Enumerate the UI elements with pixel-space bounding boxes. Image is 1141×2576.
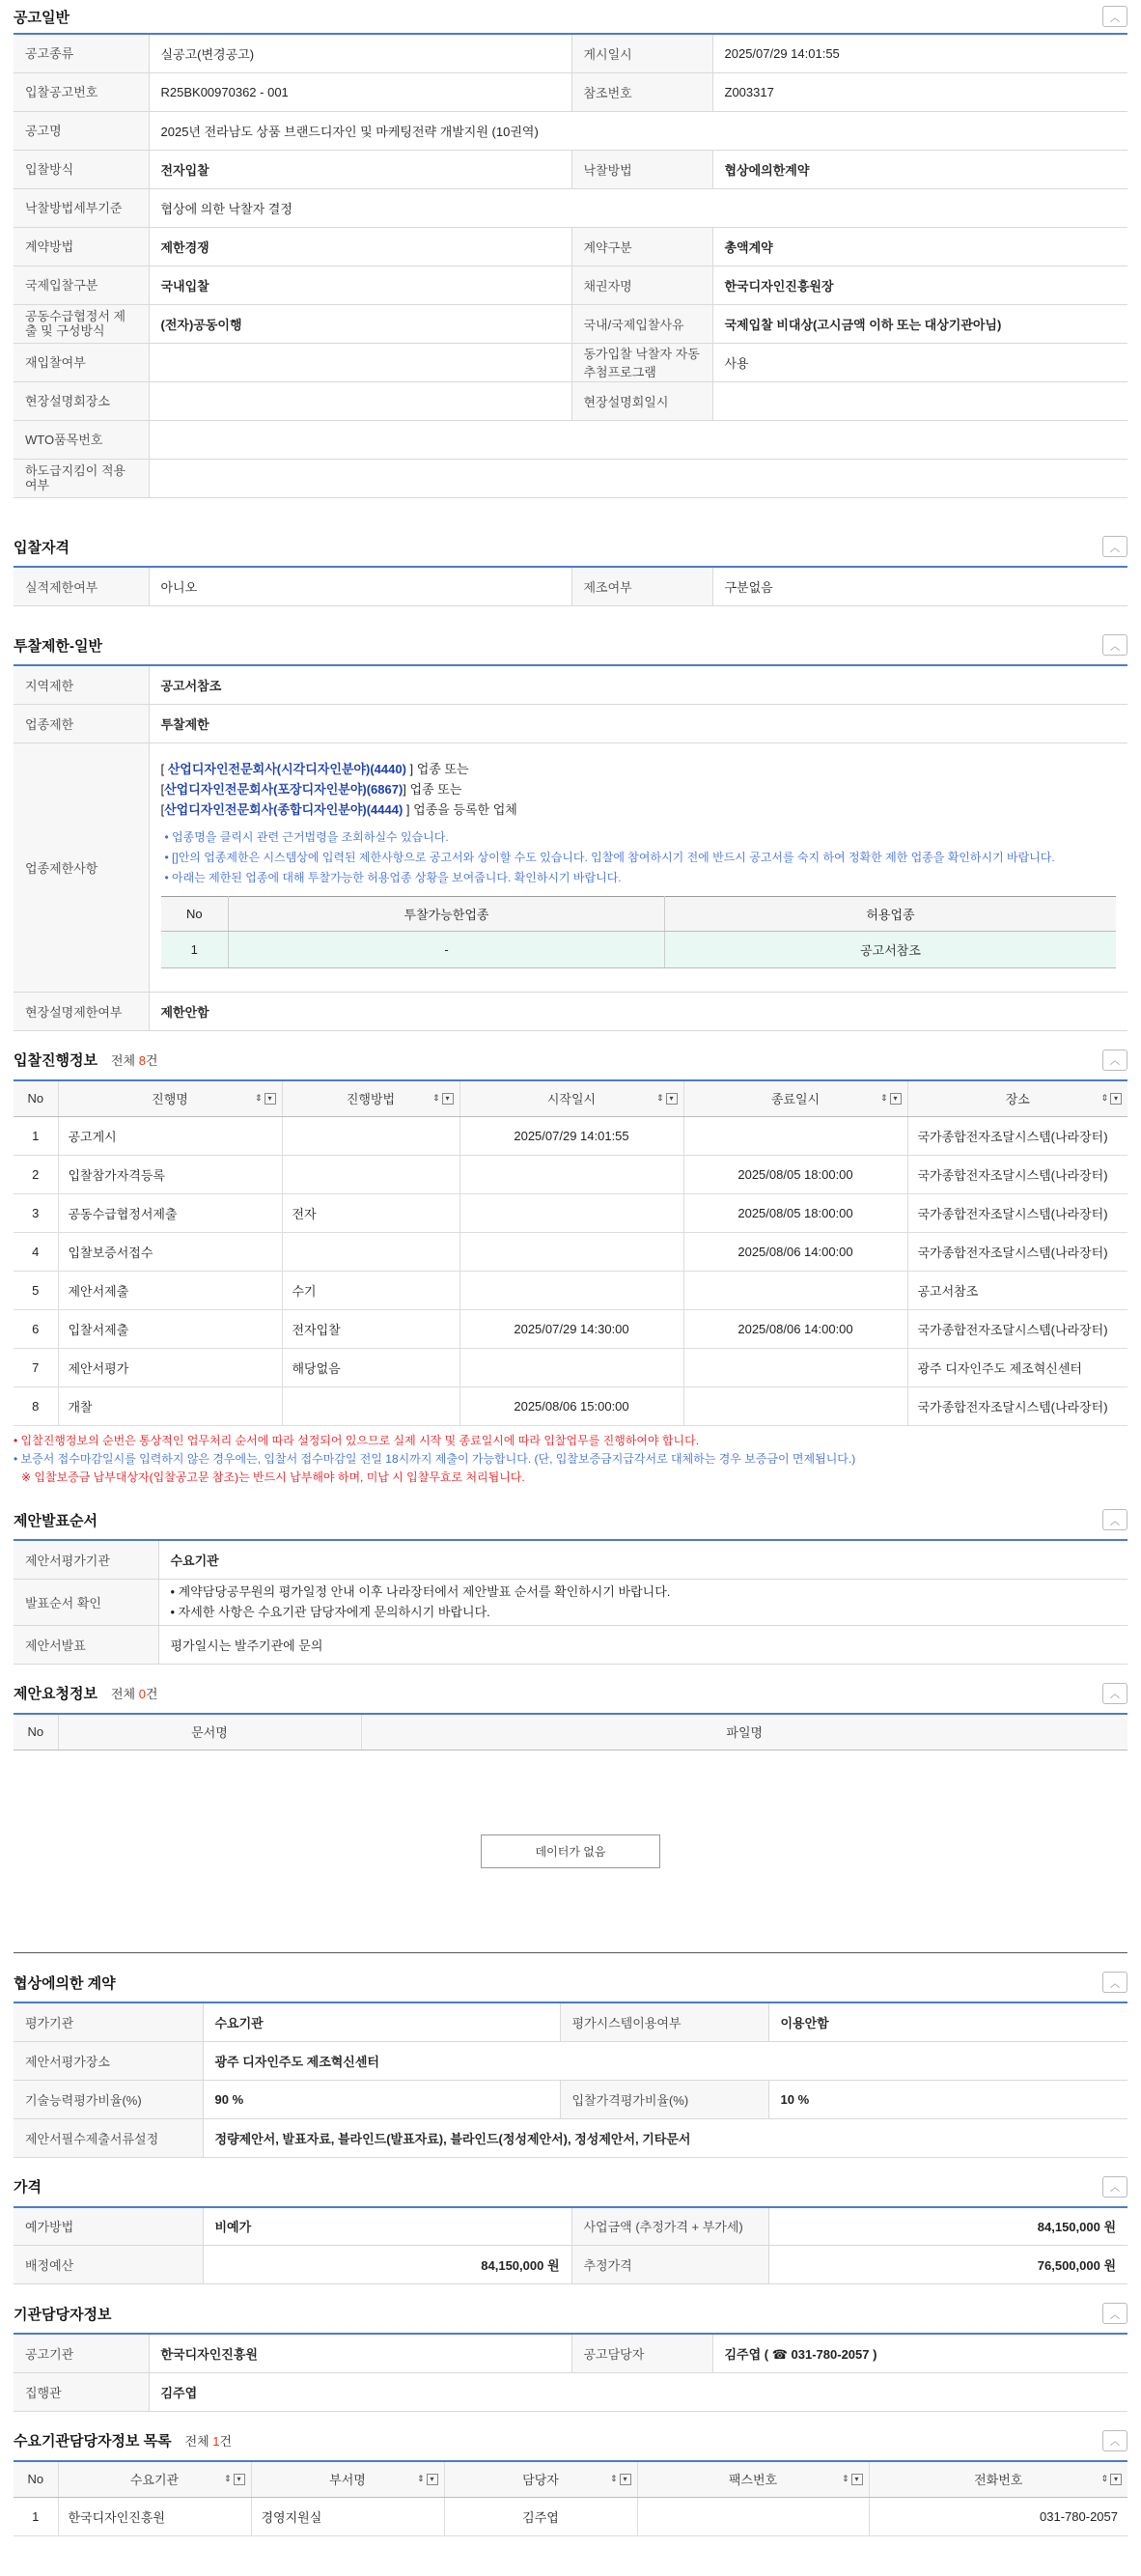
sort-icon[interactable]: ⇕ ▾: [880, 1093, 902, 1105]
cell: [282, 1156, 459, 1194]
field-label: 공고담당자: [571, 2334, 712, 2372]
region-value: 공고서참조: [149, 665, 1127, 704]
field-value: 사용: [712, 343, 1127, 381]
header-label: 수요기관: [129, 2473, 180, 2488]
sort-icon[interactable]: ⇕ ▾: [1100, 2474, 1122, 2485]
field-label: 현장설명회장소: [14, 381, 149, 420]
cell: 2: [14, 1156, 58, 1194]
general-title: 공고일반: [14, 9, 70, 26]
cell: 해당없음: [282, 1349, 459, 1387]
field-label: 하도급지킴이 적용여부: [14, 459, 149, 497]
note-text: 업종명을 클릭시 관련 근거법령을 조회하실수 있습니다.: [172, 829, 449, 844]
negotiation-section: [14, 1963, 1127, 2158]
field-value: 한국디자인진흥원: [149, 2334, 571, 2372]
industry-label: 업종제한: [14, 704, 149, 742]
field-value: 협상에 의한 낙찰자 결정: [149, 188, 1127, 227]
field-label: 집행관: [14, 2372, 149, 2411]
table-row: [14, 2207, 1127, 2246]
field-label: 참조번호: [571, 72, 712, 111]
column-header: [637, 2461, 869, 2498]
count-suffix: 건: [145, 1053, 158, 1068]
request-section: [14, 1674, 1127, 1954]
cell: 입찰보증서접수: [58, 1233, 282, 1272]
field-value: 김주엽 ( ☎ 031-780-2057 ): [712, 2334, 1127, 2372]
field-label: 공동수급협정서 제출 및 구성방식: [14, 304, 149, 343]
restriction-table: [14, 664, 1127, 1031]
field-label: 공고기관: [14, 2334, 149, 2372]
count-suffix: 건: [219, 2434, 233, 2449]
field-value: 구분없음: [712, 567, 1127, 605]
industry-link[interactable]: 산업디자인전문회사(시각디자인분야)(4440): [167, 761, 406, 776]
eval-org-value: 수요기관: [158, 1540, 1127, 1579]
cell: [459, 1349, 683, 1387]
field-value: 국제입찰 비대상(고시금액 이하 또는 대상기관아님): [712, 304, 1127, 343]
bullet-icon: •: [164, 829, 173, 844]
note-text: 아래는 제한된 업종에 대해 투찰가능한 허용업종 상황을 보여줍니다. 확인하시기 바랍니다.: [172, 870, 622, 884]
field-label: 공고종류: [14, 34, 149, 72]
header-label: 담당자: [522, 2473, 559, 2488]
column-header: [251, 2461, 444, 2498]
cell: 2025/08/06 14:00:00: [683, 1310, 907, 1349]
list-item: [171, 1602, 1117, 1622]
field-label: 계약구분: [571, 227, 712, 266]
field-label: 낙찰방법: [571, 150, 712, 188]
field-label: 낙찰방법세부기준: [14, 188, 149, 227]
cell: [282, 1387, 459, 1426]
cell: 8: [14, 1387, 58, 1426]
field-label: 제안서평가장소: [14, 2041, 203, 2080]
industry-line: [161, 759, 1117, 779]
column-header: [444, 2461, 637, 2498]
count-prefix: 전체: [184, 2434, 213, 2449]
cell: 경영지원실: [251, 2498, 444, 2536]
field-label: 평가기관: [14, 2002, 203, 2041]
field-value: 2025년 전라남도 상품 브랜드디자인 및 마케팅전략 개발지원 (10권역): [149, 111, 1127, 150]
cell: 수기: [282, 1272, 459, 1310]
count-prefix: 전체: [110, 1687, 139, 1701]
list-item: [171, 1582, 1117, 1602]
cell: 2025/08/05 18:00:00: [683, 1156, 907, 1194]
header-label: 종료일시: [770, 1092, 821, 1107]
column-header: [58, 2461, 251, 2498]
field-value: [149, 459, 1127, 497]
field-value: 한국디자인진흥원장: [712, 266, 1127, 304]
cell: [683, 1272, 907, 1310]
header-label: No: [27, 2472, 44, 2487]
sort-icon[interactable]: ⇕ ▾: [255, 1093, 276, 1105]
empty-state: [14, 1750, 1127, 1953]
cell: 전자: [282, 1194, 459, 1233]
field-label: 재입찰여부: [14, 343, 149, 381]
table-row: [14, 1233, 1127, 1272]
sort-icon[interactable]: ⇕ ▾: [224, 2474, 245, 2485]
table-row: [14, 2372, 1127, 2411]
agency-title: 기관담당자정보: [14, 2306, 112, 2323]
table-row: [14, 420, 1127, 459]
table-row: [14, 381, 1127, 420]
cell: 031-780-2057: [869, 2498, 1127, 2536]
table-row: [14, 111, 1127, 150]
table-row: [14, 2118, 1127, 2157]
cell: 제안서제출: [58, 1272, 282, 1310]
cell: 국가종합전자조달시스템(나라장터): [907, 1233, 1127, 1272]
cell: [683, 1387, 907, 1426]
header-label: 전화번호: [974, 2473, 1023, 2488]
field-label: 제안서필수제출서류설정: [14, 2118, 203, 2157]
field-value: [712, 381, 1127, 420]
cell: [683, 1117, 907, 1156]
table-row: [14, 34, 1127, 72]
cell: 1: [14, 1117, 58, 1156]
sort-icon[interactable]: ⇕ ▾: [656, 1093, 678, 1105]
column-header: [14, 1080, 58, 1117]
field-value: 협상에의한계약: [712, 150, 1127, 188]
table-row: [14, 227, 1127, 266]
table-row: [14, 1272, 1127, 1310]
field-value: 2025/07/29 14:01:55: [712, 34, 1127, 72]
demand-section: [14, 2422, 1127, 2537]
bullet-icon: •: [170, 1584, 179, 1599]
field-value: 전자입찰: [149, 150, 571, 188]
cell: [459, 1156, 683, 1194]
progress-note-1: • 입찰진행정보의 순번은 통상적인 업무처리 순서에 따라 설정되어 있으므로 실제 시작 및 종료일시에 따라 입찰업무를 진행하여야 합니다.: [14, 1434, 700, 1447]
column-header: [282, 1080, 459, 1117]
sub-header-no: No: [161, 896, 229, 931]
region-label: 지역제한: [14, 665, 149, 704]
chevron-up-icon[interactable]: ︿: [1102, 536, 1127, 557]
field-value: 비예가: [203, 2207, 571, 2246]
progress-table: [14, 1079, 1127, 1427]
cell: 2025/08/06 15:00:00: [459, 1387, 683, 1426]
cell: 국가종합전자조달시스템(나라장터): [907, 1194, 1127, 1233]
field-value: R25BK00970362 - 001: [149, 72, 571, 111]
cell: 한국디자인진흥원: [58, 2498, 251, 2536]
sub-header-allowed: 허용업종: [665, 896, 1117, 931]
detail-label: 업종제한사항: [14, 742, 149, 992]
field-value: (전자)공동이행: [149, 304, 571, 343]
line-suffix: ] 업종을 등록한 업체: [403, 801, 517, 817]
field-value: 실공고(변경공고): [149, 34, 571, 72]
field-label: 현장설명회일시: [571, 381, 712, 420]
cell: 공고서참조: [907, 1272, 1127, 1310]
qualification-table: [14, 566, 1127, 606]
cell: 1: [161, 931, 229, 967]
sub-header-possible: 투찰가능한업종: [229, 896, 665, 931]
field-value: [149, 420, 1127, 459]
presentation-table: [14, 1539, 1127, 1665]
cell: [459, 1233, 683, 1272]
field-value: 84,150,000 원: [203, 2246, 571, 2284]
negotiation-title: 협상에의한 계약: [14, 1974, 116, 1992]
bracket-text: [: [160, 761, 168, 776]
item-text: 자세한 사항은 수요기관 담당자에게 문의하시기 바랍니다.: [178, 1605, 490, 1619]
qualification-title: 입찰자격: [14, 539, 70, 556]
progress-count: 8: [138, 1053, 146, 1068]
field-label: 공고명: [14, 111, 149, 150]
order-label: 발표순서 확인: [14, 1579, 158, 1625]
request-count: 0: [138, 1687, 146, 1701]
bracket-text: [: [160, 801, 165, 817]
qualification-section: [14, 527, 1127, 626]
sort-icon[interactable]: ⇕ ▾: [842, 2474, 863, 2485]
chevron-up-icon[interactable]: ︿: [1102, 6, 1127, 27]
cell: [683, 1349, 907, 1387]
sort-icon[interactable]: ⇕ ▾: [432, 1093, 454, 1105]
chevron-up-icon[interactable]: ︿: [1102, 2430, 1127, 2451]
table-row: [14, 188, 1127, 227]
agency-table: [14, 2333, 1127, 2412]
empty-message: 데이터가 없음: [481, 1834, 661, 1868]
eval-org-label: 제안서평가기관: [14, 1540, 158, 1579]
field-value: 광주 디자인주도 제조혁신센터: [203, 2041, 1127, 2080]
industry-link[interactable]: 산업디자인전문회사(종합디자인분야)(4444): [164, 801, 404, 817]
industry-line: [161, 779, 1117, 799]
column-header: [58, 1080, 282, 1117]
field-value: 84,150,000 원: [768, 2207, 1127, 2246]
table-row: [14, 304, 1127, 343]
field-label: 입찰가격평가비율(%): [560, 2080, 768, 2118]
table-row: [14, 1349, 1127, 1387]
field-label: 게시일시: [571, 34, 712, 72]
restriction-title: 투찰제한-일반: [14, 637, 102, 655]
cell: 5: [14, 1272, 58, 1310]
count-suffix: 건: [145, 1687, 158, 1701]
field-label: 평가시스템이용여부: [560, 2002, 768, 2041]
item-text: 계약담당공무원의 평가일정 안내 이후 나라장터에서 제안발표 순서를 확인하시기 바랍니다.: [178, 1584, 671, 1599]
column-header: [14, 2461, 58, 2498]
table-row: [14, 459, 1127, 497]
field-value: 정량제안서, 발표자료, 블라인드(발표자료), 블라인드(정성제안서), 정성제안서, 기타문서: [203, 2118, 1127, 2157]
cell: 김주엽: [444, 2498, 637, 2536]
cell: 국가종합전자조달시스템(나라장터): [907, 1156, 1127, 1194]
cell: -: [229, 931, 665, 967]
chevron-up-icon[interactable]: ︿: [1102, 2176, 1127, 2198]
table-row: [161, 931, 1117, 967]
demand-title: 수요기관담당자정보 목록: [14, 2433, 172, 2450]
field-label: 사업금액 (추정가격 + 부가세): [571, 2207, 768, 2246]
table-row: [14, 2002, 1127, 2041]
field-label: 입찰방식: [14, 150, 149, 188]
price-section: [14, 2168, 1127, 2285]
progress-section: [14, 1041, 1127, 1488]
table-row: [14, 72, 1127, 111]
cell: 6: [14, 1310, 58, 1349]
field-label: 예가방법: [14, 2207, 203, 2246]
field-value: 총액계약: [712, 227, 1127, 266]
field-value: 수요기관: [203, 2002, 560, 2041]
cell: 공고게시: [58, 1117, 282, 1156]
chevron-up-icon[interactable]: ︿: [1102, 2303, 1127, 2324]
presentation-title: 제안발표순서: [14, 1512, 97, 1529]
field-value: 90 %: [203, 2080, 560, 2118]
cell: [637, 2498, 869, 2536]
header-label: 팩스번호: [728, 2473, 778, 2488]
restriction-note: [165, 848, 1117, 868]
chevron-up-icon[interactable]: ︿: [1102, 1972, 1127, 1993]
header-doc: 문서명: [58, 1714, 361, 1750]
column-header: [907, 1080, 1127, 1117]
cell: 입찰참가자격등록: [58, 1156, 282, 1194]
bullet-icon: •: [170, 1605, 179, 1619]
cell: 2025/08/06 14:00:00: [683, 1233, 907, 1272]
table-row: [14, 1310, 1127, 1349]
table-row: [14, 1117, 1127, 1156]
column-header: [869, 2461, 1127, 2498]
header-label: 진행방법: [346, 1092, 396, 1107]
field-label: 배정예산: [14, 2246, 203, 2284]
table-row: [14, 2334, 1127, 2372]
field-label: 입찰공고번호: [14, 72, 149, 111]
line-suffix: ] 업종 또는: [403, 781, 462, 797]
present-value: 평가일시는 발주기관에 문의: [158, 1625, 1127, 1664]
restriction-section: [14, 626, 1127, 1031]
field-value: 김주엽: [149, 2372, 1127, 2411]
cell: 광주 디자인주도 제조혁신센터: [907, 1349, 1127, 1387]
line-suffix: ] 업종 또는: [405, 761, 469, 776]
header-label: 부서명: [329, 2473, 366, 2488]
cell: 공동수급협정서제출: [58, 1194, 282, 1233]
presentation-section: [14, 1500, 1127, 1665]
field-value: 국내입찰: [149, 266, 571, 304]
chevron-up-icon[interactable]: ︿: [1102, 1050, 1127, 1071]
field-value: 아니오: [149, 567, 571, 605]
progress-note-3: ※ 입찰보증금 납부대상자(입찰공고문 참조)는 반드시 납부해야 하며, 미납 시 입찰무효로 처리됩니다.: [21, 1470, 525, 1484]
cell: 국가종합전자조달시스템(나라장터): [907, 1117, 1127, 1156]
demand-table: [14, 2460, 1127, 2537]
cell: 입찰서제출: [58, 1310, 282, 1349]
bullet-icon: •: [164, 870, 173, 884]
header-label: No: [27, 1091, 44, 1106]
field-value: [149, 381, 571, 420]
field-label: 채권자명: [571, 266, 712, 304]
header-file: 파일명: [361, 1714, 1127, 1750]
present-label: 제안서발표: [14, 1625, 158, 1664]
restriction-note: [165, 868, 1117, 888]
table-row: [14, 2080, 1127, 2118]
table-row: [14, 150, 1127, 188]
general-table: [14, 33, 1127, 498]
general-section: [14, 0, 1127, 516]
field-value: 10 %: [768, 2080, 1127, 2118]
industry-link[interactable]: 산업디자인전문회사(포장디자인분야)(6867): [164, 781, 404, 797]
cell: 국가종합전자조달시스템(나라장터): [907, 1387, 1127, 1426]
field-value: 제한경쟁: [149, 227, 571, 266]
table-row: [14, 1194, 1127, 1233]
bullet-icon: •: [164, 850, 173, 864]
field-label: 국내/국제입찰사유: [571, 304, 712, 343]
field-label: WTO품목번호: [14, 420, 149, 459]
field-value: 76,500,000 원: [768, 2246, 1127, 2284]
header-no: No: [14, 1714, 58, 1750]
field-value: 이용안함: [768, 2002, 1127, 2041]
cell: 7: [14, 1349, 58, 1387]
cell: 제안서평가: [58, 1349, 282, 1387]
request-table: [14, 1713, 1127, 1751]
allowed-industry-table: [161, 896, 1117, 968]
header-label: 진행명: [152, 1092, 188, 1107]
field-label: 계약방법: [14, 227, 149, 266]
sort-icon[interactable]: ⇕ ▾: [610, 2474, 631, 2485]
field-value: [149, 343, 571, 381]
cell: 국가종합전자조달시스템(나라장터): [907, 1310, 1127, 1349]
site-label: 현장설명제한여부: [14, 992, 149, 1030]
progress-title: 입찰진행정보: [14, 1052, 97, 1069]
cell: 2025/08/05 18:00:00: [683, 1194, 907, 1233]
table-row: [14, 1156, 1127, 1194]
field-label: 제조여부: [571, 567, 712, 605]
column-header: [683, 1080, 907, 1117]
table-row: [14, 2246, 1127, 2284]
restriction-note: [165, 827, 1117, 848]
agency-section: [14, 2294, 1127, 2412]
count-prefix: 전체: [110, 1053, 139, 1068]
request-title: 제안요청정보: [14, 1686, 97, 1702]
detail-cell: [149, 742, 1127, 992]
header-label: 시작일시: [546, 1092, 597, 1107]
table-row: [14, 567, 1127, 605]
field-label: 동가입찰 낙찰자 자동추첨프로그램: [571, 343, 712, 381]
cell: 2025/07/29 14:01:55: [459, 1117, 683, 1156]
sort-icon[interactable]: ⇕ ▾: [1100, 1093, 1122, 1105]
chevron-up-icon[interactable]: ︿: [1102, 1509, 1127, 1530]
cell: 개찰: [58, 1387, 282, 1426]
industry-value: 투찰제한: [149, 704, 1127, 742]
bracket-text: [: [160, 781, 165, 797]
price-title: 가격: [14, 2179, 42, 2196]
table-row: [14, 1387, 1127, 1426]
field-label: 국제입찰구분: [14, 266, 149, 304]
note-text: []안의 업종제한은 시스템상에 입력된 제한사항으로 공고서와 상이할 수도 있습니다. 입찰에 참여하시기 전에 반드시 공고서를 숙지 하여 정확한 제한 업종을 확인하시기 바랍니다.: [172, 850, 1055, 864]
sort-icon[interactable]: ⇕ ▾: [417, 2474, 438, 2485]
table-row: [14, 343, 1127, 381]
column-header: [459, 1080, 683, 1117]
demand-count: 1: [212, 2434, 220, 2449]
cell: 전자입찰: [282, 1310, 459, 1349]
progress-note-2: • 보증서 접수마감일시를 입력하지 않은 경우에는, 입찰서 접수마감일 전일 18시까지 제출이 가능합니다. (단, 입찰보증금지급각서로 대체하는 경우 보증금이 면제됩니다.): [14, 1452, 856, 1466]
cell: [459, 1194, 683, 1233]
table-row: [14, 266, 1127, 304]
field-label: 추정가격: [571, 2246, 768, 2284]
cell: [459, 1272, 683, 1310]
cell: [282, 1233, 459, 1272]
site-value: 제한안함: [149, 992, 1127, 1030]
negotiation-table: [14, 2002, 1127, 2158]
field-value: Z003317: [712, 72, 1127, 111]
cell: 2025/07/29 14:30:00: [459, 1310, 683, 1349]
cell: 3: [14, 1194, 58, 1233]
chevron-up-icon[interactable]: ︿: [1102, 1683, 1127, 1704]
table-row: [14, 2041, 1127, 2080]
cell: [282, 1117, 459, 1156]
price-table: [14, 2206, 1127, 2285]
chevron-up-icon[interactable]: ︿: [1102, 634, 1127, 656]
cell: 공고서참조: [665, 931, 1117, 967]
header-label: 장소: [1005, 1092, 1030, 1107]
field-label: 기술능력평가비율(%): [14, 2080, 203, 2118]
industry-line: [161, 799, 1117, 820]
cell: 1: [14, 2498, 58, 2536]
cell: 4: [14, 1233, 58, 1272]
table-row: [14, 2498, 1127, 2536]
field-label: 실적제한여부: [14, 567, 149, 605]
